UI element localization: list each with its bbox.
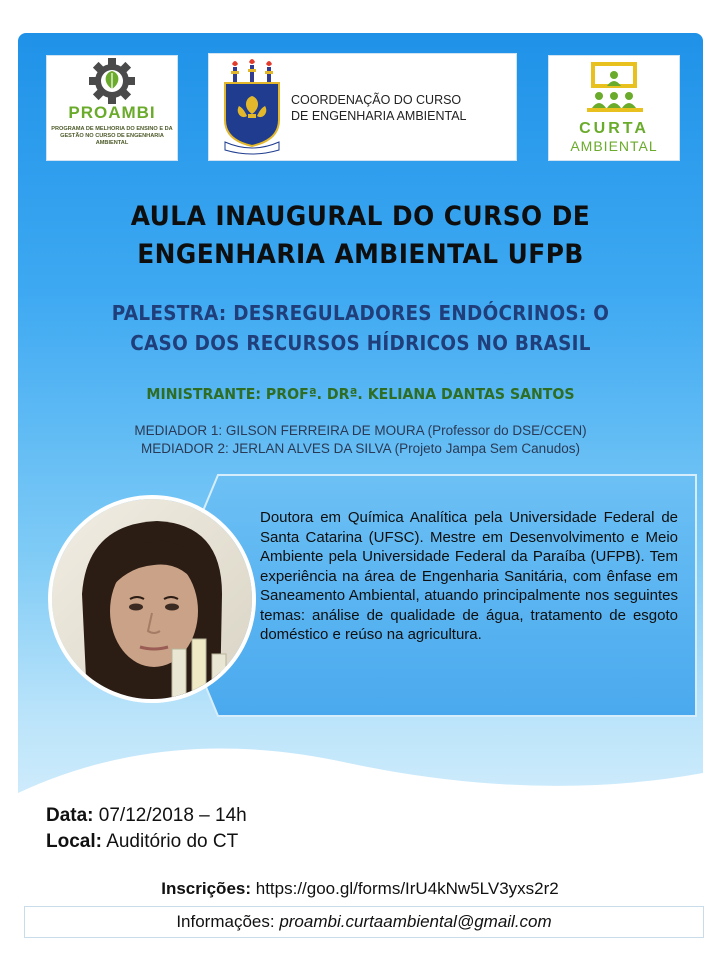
mediator-1: MEDIADOR 1: GILSON FERREIRA DE MOURA (Professor do DSE/CCEN): [134, 423, 587, 438]
audience-screen-icon: [549, 58, 679, 120]
coordination-line-1: COORDENAÇÃO DO CURSO: [291, 93, 462, 107]
proambi-wordmark: PROAMBI: [68, 103, 156, 122]
contact-label: Informações:: [176, 912, 275, 931]
coordination-line-2: DE ENGENHARIA AMBIENTAL: [291, 109, 467, 123]
speaker-line: MINISTRANTE: PROFª. DRª. KELIANA DANTAS SANTOS: [146, 385, 575, 403]
event-title-line-2: ENGENHARIA AMBIENTAL UFPB: [137, 239, 584, 270]
lecture-title-line-2: CASO DOS RECURSOS HÍDRICOS NO BRASIL: [130, 331, 591, 355]
proambi-logo: [46, 55, 178, 161]
gear-leaf-icon: [47, 56, 177, 106]
curta-wordmark: CURTA: [579, 120, 649, 137]
lecture-title-line-1: PALESTRA: DESREGULADORES ENDÓCRINOS: O: [111, 301, 610, 325]
event-date: [46, 805, 247, 827]
curta-ambiental-logo: [548, 55, 680, 161]
mediator-2: MEDIADOR 2: JERLAN ALVES DA SILVA (Projeto Jampa Sem Canudos): [141, 441, 580, 456]
contact-box: [24, 906, 704, 938]
registration-line: [0, 879, 720, 899]
event-location-value: Auditório do CT: [106, 831, 239, 852]
event-date-label: Data:: [46, 805, 94, 826]
coordination-title: [291, 92, 511, 124]
ambiental-wordmark: AMBIENTAL: [570, 138, 658, 154]
event-location: [46, 831, 238, 853]
event-title-line-1: AULA INAUGURAL DO CURSO DE: [130, 201, 591, 232]
speaker-portrait: [52, 499, 252, 699]
registration-label: Inscrições:: [161, 879, 252, 898]
lecture-title: [45, 298, 675, 358]
event-date-value: 07/12/2018 – 14h: [98, 805, 247, 826]
speaker-bio: Doutora em Química Analítica pela Universidade Federal de Santa Catarina (UFSC). Mestre em Desenvolvimento e Meio Ambiente pela Universidade Federal da Paraíba (UFPB). Tem experiência na área de Engenharia Sanitária, com ênfase em Saneamento Ambiental, atuando principalmente nos seguintes temas: análise de qualidade de água, tratamento de esgoto doméstico e reúso na agricultura.: [260, 509, 678, 643]
proambi-tagline: PROGRAMA DE MELHORIA DO ENSINO E DA GESTÃO NO CURSO DE ENGENHARIA AMBIENTAL: [51, 126, 173, 146]
event-title: [45, 198, 675, 274]
poster-background: [18, 33, 703, 903]
registration-link[interactable]: https://goo.gl/forms/IrU4kNw5LV3yxs2r2: [255, 879, 559, 898]
contact-email[interactable]: proambi.curtaambiental@gmail.com: [279, 912, 552, 931]
speaker-photo: [48, 495, 256, 703]
ufpb-seal-icon: [217, 58, 287, 156]
ufpb-coordination-logo: [208, 53, 517, 161]
event-location-label: Local:: [46, 831, 102, 852]
